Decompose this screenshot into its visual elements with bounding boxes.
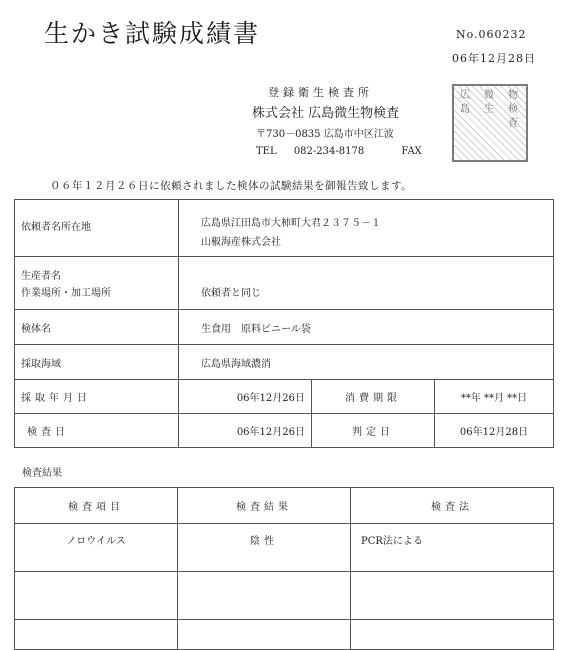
issuer-contact [256,146,422,157]
intro-sentence: ０６年１２月２６日に依頼されました検体の試験結果を御報告致します。 [50,180,413,192]
area-value: 広島県海域濃消 [179,345,554,380]
issuer-address: 〒730－0835 広島市中区江波 [256,129,394,140]
area-label: 採取海域 [15,345,179,380]
exam-label: 検査日 [15,414,179,448]
seal-char: 島 [460,104,470,115]
sample-label: 検体名 [15,310,179,345]
producer-label-1: 生産者名 [21,271,61,282]
judge-label: 判定日 [312,414,435,448]
result-item: ノロウイルス [15,524,178,572]
seal-char: 広 [460,90,470,101]
table-row [15,200,554,257]
seal-char: 物 [508,90,518,101]
document-number: No.060232 [456,28,527,41]
company-seal-stamp [452,84,528,162]
tel-label: TEL [256,146,277,157]
results-header-row [15,488,554,524]
col-result-header: 検査結果 [178,488,351,524]
client-name: 山椒海産株式会社 [201,237,281,248]
table-row [15,380,554,414]
results-table [14,487,554,650]
table-row [15,524,554,572]
issue-date: 06年12月28日 [452,52,536,65]
expiry-value: **年 **月 **日 [435,380,554,414]
producer-label-2: 作業場所・加工場所 [21,288,111,299]
seal-char: 検 [508,104,518,115]
issuer-name: 株式会社 広島微生物検査 [252,106,400,121]
result-method: PCR法による [351,524,554,572]
producer-value: 依頼者と同じ [179,257,554,310]
subject-info-table [14,199,554,448]
collect-label: 採取年月日 [15,380,179,414]
producer-label-cell [15,257,179,310]
exam-value: 06年12月26日 [179,414,312,448]
results-heading: 検査結果 [22,468,62,479]
expiry-label: 消費期限 [312,380,435,414]
seal-char: 微 [484,90,494,101]
collect-value: 06年12月26日 [179,380,312,414]
table-row [15,414,554,448]
registration-label: 登録衛生検査所 [268,86,373,99]
seal-char: 査 [508,118,518,129]
fax-label: FAX [401,146,422,157]
client-address: 広島県江田島市大柿町大君２３７５－１ [201,218,381,229]
client-label: 依頼者名所在地 [15,200,179,257]
table-row [15,310,554,345]
table-row [15,572,554,620]
tel-number: 082-234-8178 [293,146,365,157]
col-method-header: 検査法 [351,488,554,524]
result-value: 陰性 [178,524,351,572]
col-item-header: 検査項目 [15,488,178,524]
seal-char: 生 [484,104,494,115]
document-title: 生かき試験成績書 [44,19,261,48]
sample-value: 生食用 原料ビニール袋 [179,310,554,345]
table-row [15,257,554,310]
table-row [15,620,554,650]
judge-value: 06年12月28日 [435,414,554,448]
table-row [15,345,554,380]
client-cell [179,200,554,257]
